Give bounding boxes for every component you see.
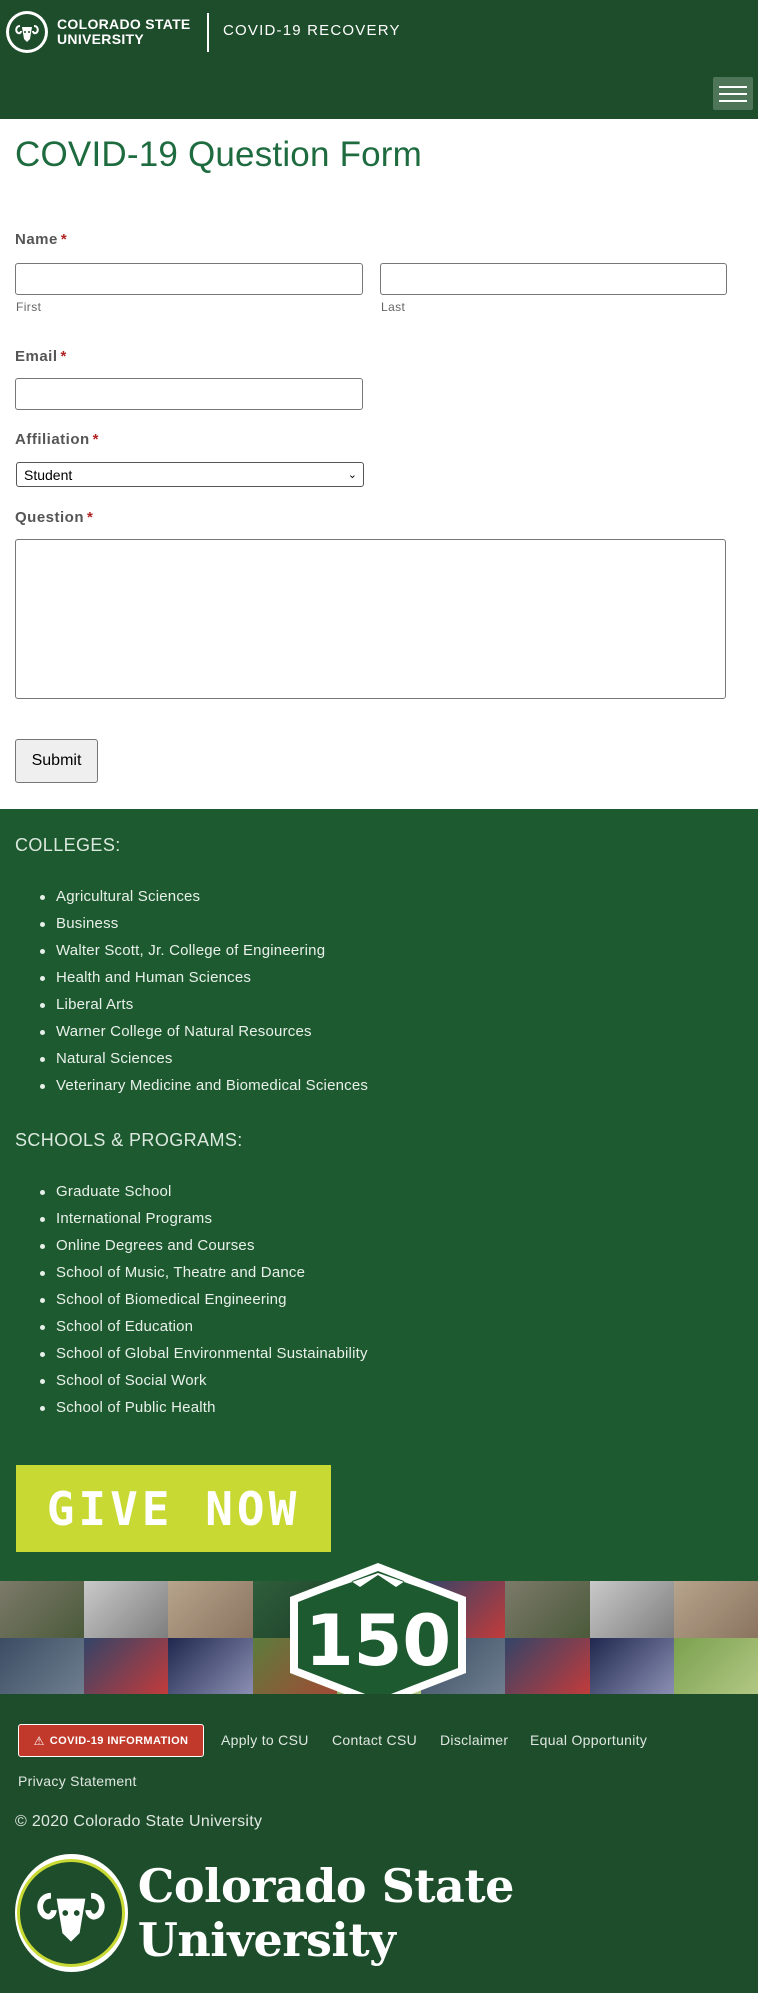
csu-footer-logo[interactable]: [15, 1854, 758, 1972]
college-link[interactable]: Veterinary Medicine and Biomedical Sciences: [56, 1077, 368, 1104]
copyright: © 2020 Colorado State University: [15, 1813, 263, 1830]
university-name: [57, 17, 191, 47]
anniversary-150-badge[interactable]: [286, 1561, 470, 1709]
university-wordmark: Colorado State University: [137, 1859, 514, 1967]
give-now-button[interactable]: [16, 1465, 331, 1552]
csu-logo-link[interactable]: [6, 11, 191, 53]
required-marker: *: [60, 231, 68, 248]
college-link[interactable]: Liberal Arts: [56, 996, 368, 1023]
school-link[interactable]: International Programs: [56, 1210, 368, 1237]
covid-info-button[interactable]: ⚠ COVID-19 INFORMATION: [18, 1724, 204, 1757]
collage-photo: [505, 1581, 589, 1638]
school-link[interactable]: School of Biomedical Engineering: [56, 1291, 368, 1318]
college-link[interactable]: Health and Human Sciences: [56, 969, 368, 996]
college-link[interactable]: Business: [56, 915, 368, 942]
site-header: [0, 0, 758, 119]
required-marker: *: [60, 348, 67, 365]
name-label: Name *: [15, 231, 68, 248]
question-textarea[interactable]: [15, 539, 726, 699]
colleges-heading: COLLEGES:: [15, 835, 121, 855]
affiliation-selected-value: Student: [24, 466, 73, 483]
school-link[interactable]: School of Social Work: [56, 1372, 368, 1399]
hamburger-menu-icon[interactable]: [713, 77, 753, 110]
first-name-input[interactable]: [15, 263, 363, 295]
question-form: [0, 119, 758, 809]
last-sublabel: Last: [381, 300, 406, 314]
footer-bottom-bar: [0, 1694, 758, 1993]
school-link[interactable]: School of Music, Theatre and Dance: [56, 1264, 368, 1291]
university-name-line1: COLORADO STATE: [57, 16, 191, 32]
schools-list: [56, 1183, 368, 1426]
collage-photo: [590, 1638, 674, 1695]
required-marker: *: [87, 509, 94, 526]
apply-link[interactable]: Apply to CSU: [221, 1732, 309, 1748]
site-title[interactable]: COVID-19 RECOVERY: [223, 22, 401, 39]
schools-heading: SCHOOLS & PROGRAMS:: [15, 1130, 243, 1150]
email-input[interactable]: [15, 378, 363, 410]
college-link[interactable]: Warner College of Natural Resources: [56, 1023, 368, 1050]
collage-photo: [168, 1581, 252, 1638]
college-link[interactable]: Walter Scott, Jr. College of Engineering: [56, 942, 368, 969]
question-label: Question *: [15, 509, 94, 526]
affiliation-label: Affiliation *: [15, 431, 99, 448]
email-label: Email *: [15, 348, 67, 365]
site-footer: [0, 809, 758, 1993]
colleges-list: [56, 888, 368, 1104]
ram-logo-icon: [6, 11, 48, 53]
school-link[interactable]: Graduate School: [56, 1183, 368, 1210]
college-link[interactable]: Natural Sciences: [56, 1050, 368, 1077]
submit-button[interactable]: Submit: [15, 739, 98, 783]
school-link[interactable]: School of Public Health: [56, 1399, 368, 1426]
affiliation-select[interactable]: [16, 462, 364, 487]
warning-icon: ⚠: [33, 1733, 45, 1748]
give-now-label: GIVE NOW: [46, 1481, 301, 1536]
first-sublabel: First: [16, 300, 42, 314]
school-link[interactable]: School of Education: [56, 1318, 368, 1345]
collage-photo: [590, 1581, 674, 1638]
header-divider: [207, 13, 209, 52]
collage-photo: [84, 1638, 168, 1695]
contact-link[interactable]: Contact CSU: [332, 1732, 417, 1748]
required-marker: *: [92, 431, 99, 448]
last-name-input[interactable]: [380, 263, 727, 295]
collage-photo: [0, 1581, 84, 1638]
disclaimer-link[interactable]: Disclaimer: [440, 1732, 509, 1748]
collage-photo: [674, 1638, 758, 1695]
school-link[interactable]: School of Global Environmental Sustainability: [56, 1345, 368, 1372]
college-link[interactable]: Agricultural Sciences: [56, 888, 368, 915]
collage-photo: [0, 1638, 84, 1695]
collage-photo: [168, 1638, 252, 1695]
privacy-link[interactable]: Privacy Statement: [18, 1773, 137, 1789]
chevron-down-icon: ⌄: [347, 469, 357, 481]
anniversary-number: 150: [304, 1600, 452, 1682]
collage-photo: [84, 1581, 168, 1638]
school-link[interactable]: Online Degrees and Courses: [56, 1237, 368, 1264]
university-name-line2: UNIVERSITY: [57, 31, 145, 47]
equal-opportunity-link[interactable]: Equal Opportunity: [530, 1732, 648, 1748]
collage-photo: [674, 1581, 758, 1638]
ram-logo-icon: [15, 1854, 128, 1972]
page-title: COVID-19 Question Form: [15, 135, 423, 174]
collage-photo: [505, 1638, 589, 1695]
